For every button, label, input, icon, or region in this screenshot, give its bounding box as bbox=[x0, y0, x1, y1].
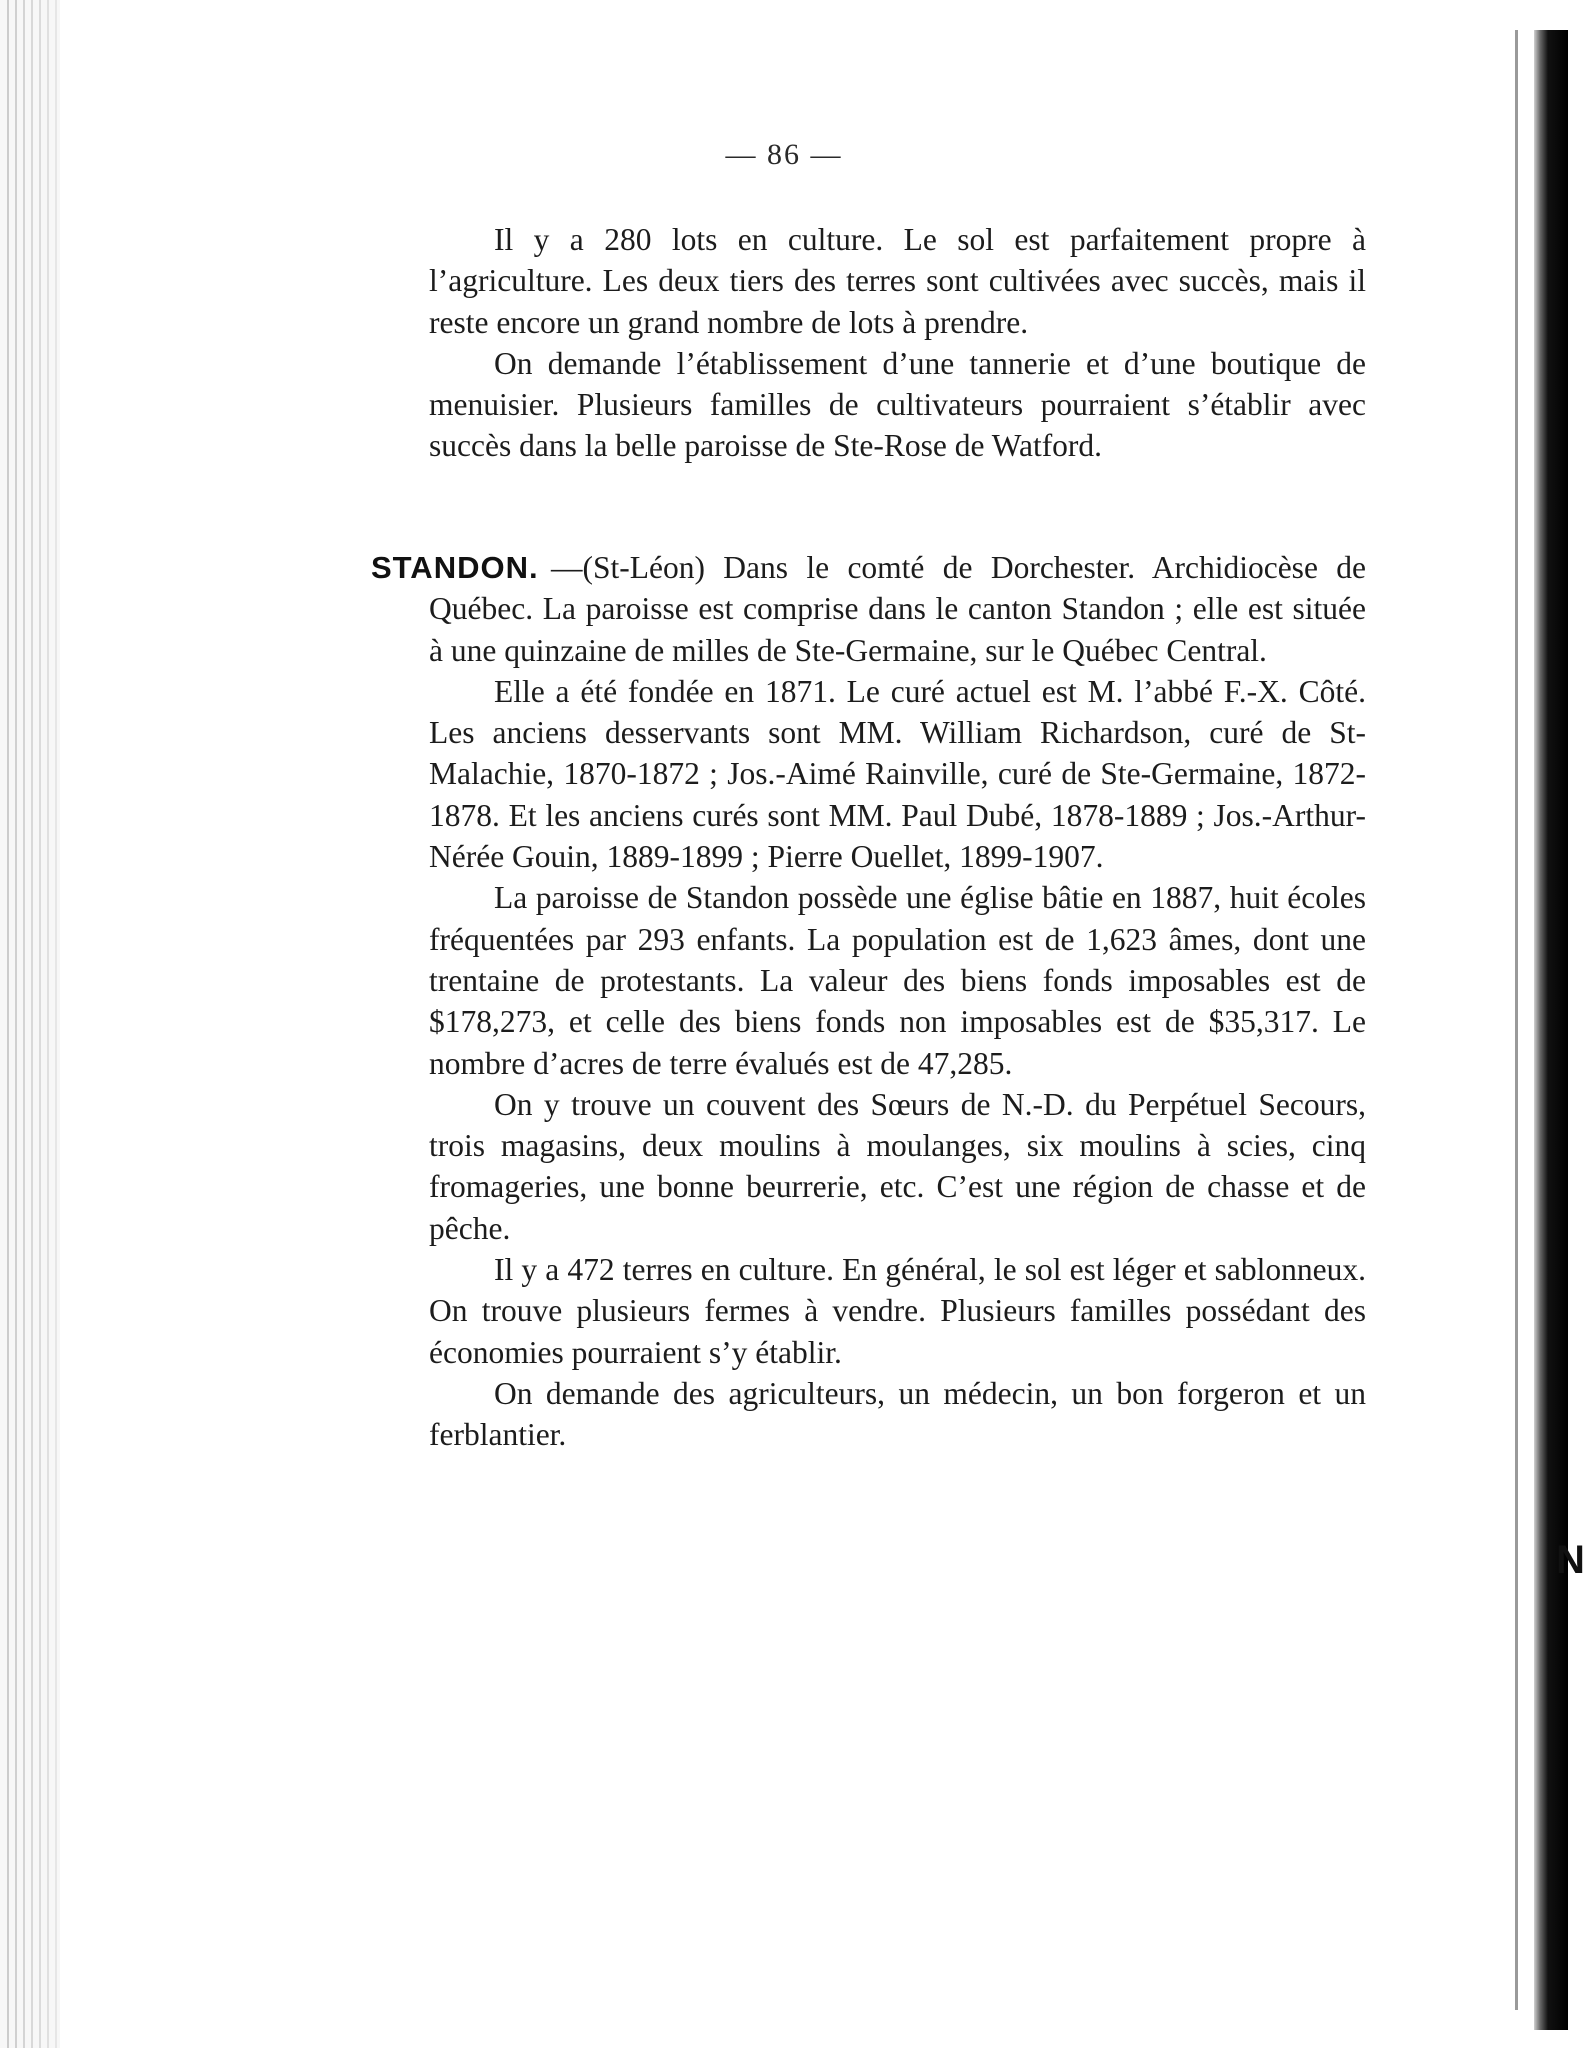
entry-paragraph: Elle a été fondée en 1871. Le curé actuel est M. l’abbé F.-X. Côté. Les anciens desservants sont MM. William Richardson, curé de St-Malachie, 1870-1872 ; Jos.-Aimé Rainville, curé de Ste-Germaine, 1872-1878. Et les anciens curés sont MM. Paul Dubé, 1878-1889 ; Jos.-Arthur-Nérée Gouin, 1889-1899 ; Pierre Ouellet, 1899-1907. bbox=[429, 673, 1366, 875]
entry-text bbox=[429, 547, 1366, 1456]
entry-lead-paragraph bbox=[429, 547, 1366, 671]
continuation-text bbox=[429, 219, 1366, 467]
entry-paragraph: Il y a 472 terres en culture. En général, le sol est léger et sablonneux. On trouve plusieurs fermes à vendre. Plusieurs familles possédant des économies pourraient s’y établir. bbox=[429, 1252, 1366, 1370]
entry-lead-text: —(St-Léon) Dans le comté de Dorchester. Archidiocèse de Québec. La paroisse est comprise dans le canton Standon ; elle est située à une quinzaine de milles de Ste-Germaine, sur le Québec Central. bbox=[429, 550, 1366, 668]
page-number: — 86 — bbox=[725, 138, 843, 171]
page-edge-stack bbox=[0, 0, 60, 2048]
entry-paragraph: On y trouve un couvent des Sœurs de N.-D. du Perpétuel Secours, trois magasins, deux moulins à moulanges, six moulins à scies, cinq fromageries, une bonne beurrerie, etc. C’est une région de chasse et de pêche. bbox=[429, 1086, 1366, 1246]
page-gutter-shadow bbox=[1534, 30, 1568, 2030]
margin-stray-letter: N bbox=[1556, 1538, 1585, 1582]
entry-paragraph: On demande des agriculteurs, un médecin, un bon forgeron et un ferblantier. bbox=[429, 1375, 1366, 1453]
entry-paragraph: La paroisse de Standon possède une église bâtie en 1887, huit écoles fréquentées par 293 enfants. La population est de 1,623 âmes, dont une trentaine de protestants. La valeur des biens fonds imposables est de $178,273, et celle des biens fonds non imposables est de $35,317. Le nombre d’acres de terre évalués est de 47,285. bbox=[429, 880, 1366, 1081]
page-binding-line bbox=[1515, 30, 1518, 2010]
continuation-paragraph: On demande l’établissement d’une tannerie et d’une boutique de menuisier. Plusieurs familles de cultivateurs pourraient s’établir avec succès dans la belle paroisse de Ste-Rose de Watford. bbox=[429, 345, 1366, 464]
continuation-paragraph: Il y a 280 lots en culture. Le sol est parfaitement propre à l’agriculture. Les deux tiers des terres sont cultivées avec succès, mais il reste encore un grand nombre de lots à prendre. bbox=[429, 222, 1366, 340]
entry-heading: STANDON. bbox=[371, 550, 539, 585]
